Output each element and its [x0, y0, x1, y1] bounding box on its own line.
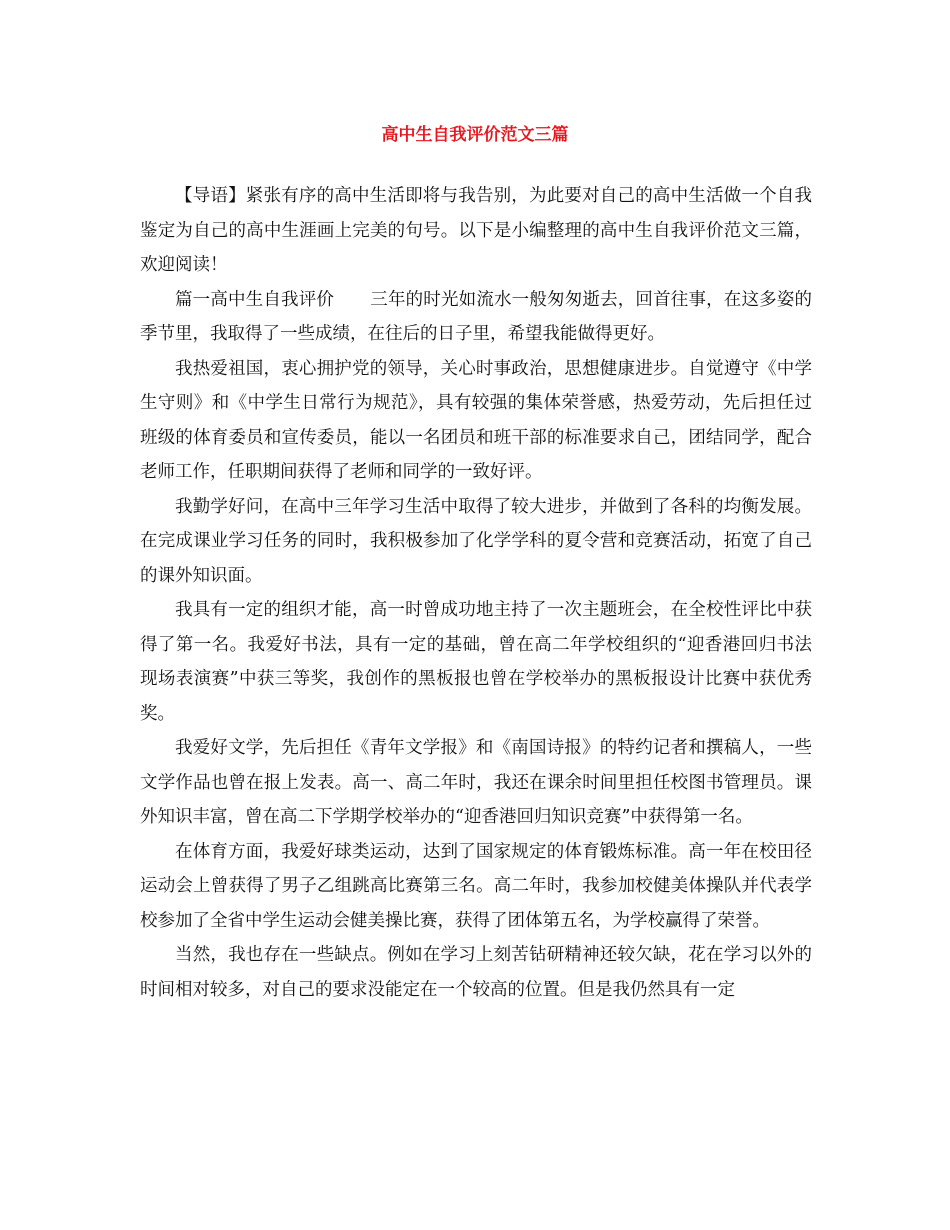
body-paragraph: 我爱好文学，先后担任《青年文学报》和《南国诗报》的特约记者和撰稿人，一些文学作品也曾在报上发表。高一、高二年时，我还在课余时间里担任校图书管理员。课外知识丰富，曾在高二下学期学校举办的“迎香港回归知识竞赛”中获得第一名。 — [140, 738, 812, 827]
section-heading: 篇一高中生自我评价 — [175, 289, 335, 310]
section-one-paragraph — [140, 283, 812, 352]
body-paragraph: 当然，我也存在一些缺点。例如在学习上刻苦钻研精神还较欠缺，花在学习以外的时间相对较多，对自己的要求没能定在一个较高的位置。但是我仍然具有一定 — [140, 945, 812, 1000]
body-paragraph: 在体育方面，我爱好球类运动，达到了国家规定的体育锻炼标准。高一年在校田径运动会上曾获得了男子乙组跳高比赛第三名。高二年时，我参加校健美体操队并代表学校参加了全省中学生运动会健美操比赛，获得了团体第五名，为学校赢得了荣誉。 — [140, 841, 812, 931]
body-paragraph: 我勤学好问，在高中三年学习生活中取得了较大进步，并做到了各科的均衡发展。在完成课业学习任务的同时，我积极参加了化学学科的夏令营和竞赛活动，拓宽了自己的课外知识面。 — [140, 496, 812, 586]
document-title: 高中生自我评价范文三篇 — [381, 125, 569, 145]
document-body — [140, 179, 812, 1007]
section-lead-text: 三年的时光如流水一般匆匆逝去，回首往事，在这多姿的季节里，我取得了一些成绩，在往后的日子里，希望我能做得更好。 — [140, 289, 813, 344]
body-paragraph: 我热爱祖国，衷心拥护党的领导，关心时事政治，思想健康进步。自觉遵守《中学生守则》和《中学生日常行为规范》，具有较强的集体荣誉感，热爱劳动，先后担任过班级的体育委员和宣传委员，能以一名团员和班干部的标准要求自己，团结同学，配合老师工作，任职期间获得了老师和同学的一致好评。 — [140, 358, 812, 482]
intro-paragraph: 【导语】紧张有序的高中生活即将与我告别，为此要对自己的高中生活做一个自我鉴定为自己的高中生涯画上完美的句号。以下是小编整理的高中生自我评价范文三篇，欢迎阅读！ — [140, 186, 812, 275]
body-paragraph: 我具有一定的组织才能，高一时曾成功地主持了一次主题班会，在全校性评比中获得了第一名。我爱好书法，具有一定的基础，曾在高二年学校组织的“迎香港回归书法现场表演赛”中获三等奖，我创作的黑板报也曾在学校举办的黑板报设计比赛中获优秀奖。 — [140, 600, 812, 724]
